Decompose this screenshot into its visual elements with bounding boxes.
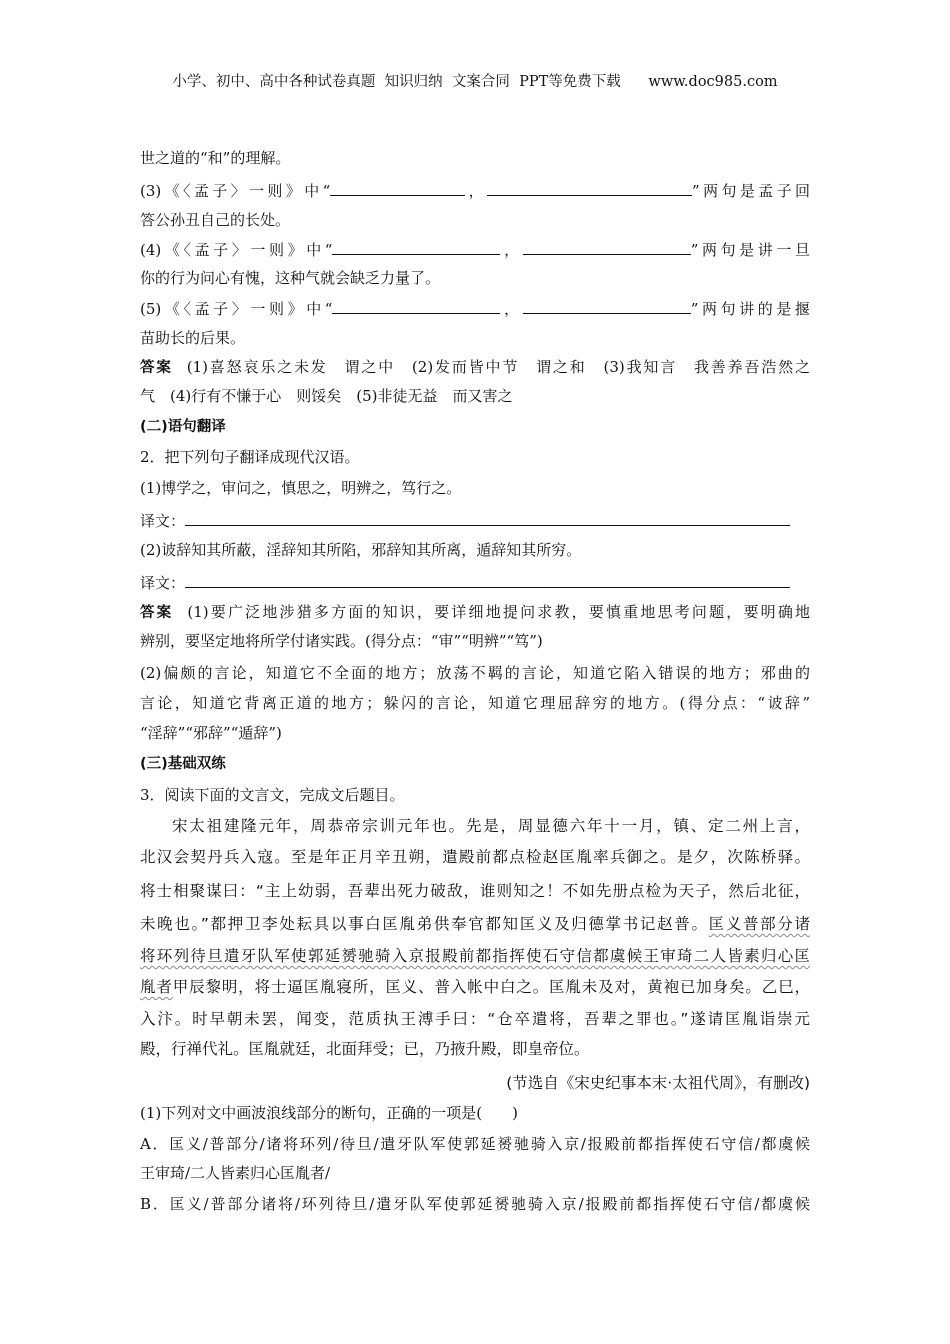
answer-1-text: (1)喜怒哀乐之未发 谓之中 (2)发而皆中节 谓之和 (3)我知言 我善养吾浩然之: [186, 358, 811, 376]
option-a-line-1[interactable]: A．匡义/普部分/诸将环列/待旦/遣牙队军使郭延赟驰骑入京/报殿前都指挥使石守信/都虞候: [140, 1135, 810, 1153]
translation-2-row: [140, 572, 810, 593]
q5-suffix: ”两句讲的是揠: [690, 300, 810, 318]
subquestion-1: (1)下列对文中画波浪线部分的断句，正确的一项是( ): [140, 1104, 518, 1122]
option-b-line-1[interactable]: B．匡义/普部分诸将/环列待旦/遣牙队军使郭延赟驰骑入京/报殿前都指挥使石守信/都虞候: [140, 1195, 810, 1213]
q4-sep: ，: [500, 241, 523, 259]
page-header: 小学、初中、高中各种试卷真题 知识归纳 文案合同 PPT等免费下载 www.doc985.com: [172, 74, 778, 90]
answer-2-text: (1)要广泛地涉猎多方面的知识，要详细地提问求教，要慎重地思考问题，要明确地: [187, 603, 810, 621]
q5-blank-2[interactable]: [523, 298, 691, 314]
answer-1-line-1: [140, 357, 810, 378]
answer-label: 答案: [140, 360, 173, 376]
passage-line-2: 北汉会契丹兵入寇。至是年正月辛丑朔，遣殿前都点检赵匡胤率兵御之。是夕，次陈桥驿。: [140, 848, 810, 866]
passage-line-1: 宋太祖建隆元年，周恭帝宗训元年也。先是，周显德六年十一月，镇、定二州上言，: [172, 817, 810, 835]
answer-2-line-4: 言论，知道它背离正道的地方；躲闪的言论，知道它理屈辞穷的地方。(得分点：“诐辞”: [140, 694, 810, 712]
q3-blank-1[interactable]: [330, 180, 465, 196]
answer-2-line-2: 辨别，要坚定地将所学付诸实践。(得分点：“审”“明辨”“笃”): [140, 632, 543, 650]
passage-line-5-wavy: 将环列待旦遣牙队军使郭延赟驰骑入京报殿前都指挥使石守信都虞候王审琦二人皆素归心匡: [140, 947, 810, 965]
q5-blank-1[interactable]: [332, 298, 500, 314]
q4-prefix: (4)《〈孟子〉一则》中“: [140, 241, 333, 259]
answer-label: 答案: [140, 605, 174, 621]
answer-1-line-2: 气 (4)行有不慊于心 则馁矣 (5)非徒无益 而又害之: [140, 387, 513, 405]
q4-suffix: ”两句是讲一旦: [690, 241, 810, 259]
question-4-fill: [140, 239, 810, 260]
q5-prefix: (5)《〈孟子〉一则》中“: [140, 300, 333, 318]
q1-continuation: 世之道的“和”的理解。: [140, 149, 291, 167]
passage-line-7: 入汴。时早朝未罢，闻变，范质执王溥手曰：“仓卒遣将，吾辈之罪也。”遂请匡胤诣崇元: [140, 1010, 810, 1028]
answer-2-line-1: [140, 602, 810, 623]
answer-2-line-5: “淫辞”“邪辞”“遁辞”): [140, 724, 282, 742]
q3-suffix: ”两句是孟子回: [692, 182, 810, 200]
answer-2-line-3: (2)偏颇的言论，知道它不全面的地方；放荡不羁的言论，知道它陷入错误的地方；邪曲的: [140, 664, 810, 682]
q5-sep: ，: [500, 300, 523, 318]
translation-2-input[interactable]: [185, 572, 790, 588]
passage-line-6: [140, 977, 810, 997]
q3-blank-2[interactable]: [487, 180, 692, 196]
passage-line-4: [140, 914, 810, 934]
translation-label: 译文：: [140, 512, 186, 530]
q3-continuation: 答公孙丑自己的长处。: [140, 211, 291, 229]
question-3-fill: [140, 180, 810, 201]
q3-prefix: (3)《〈孟子〉一则》中“: [140, 182, 331, 200]
q4-blank-2[interactable]: [523, 239, 691, 255]
question-5-fill: [140, 298, 810, 319]
q3-sep: ，: [465, 182, 488, 200]
option-a-line-2[interactable]: 王审琦/二人皆素归心匡胤者/: [140, 1164, 331, 1182]
section-heading-3: (三)基础双练: [140, 756, 226, 772]
passage-line-8: 殿，行禅代礼。匡胤就廷，北面拜受；已，乃掖升殿，即皇帝位。: [140, 1040, 590, 1058]
translation-1-row: [140, 510, 810, 531]
passage-source: (节选自《宋史纪事本末·太祖代周》，有删改): [506, 1074, 810, 1092]
question-2-title: 2．把下列句子翻译成现代汉语。: [140, 448, 360, 466]
translation-1-input[interactable]: [185, 510, 790, 526]
section-heading-2: (二)语句翻译: [140, 419, 226, 435]
wavy-underlined-text: 胤者: [140, 978, 173, 996]
passage-text: 甲辰黎明，将士逼匡胤寝所，匡义、普入帐中白之。匡胤未及对，黄袍已加身矣。乙巳，: [172, 978, 810, 996]
question-2-sentence-1: (1)博学之，审问之，慎思之，明辨之，笃行之。: [140, 479, 462, 497]
question-2-sentence-2: (2)诐辞知其所蔽，淫辞知其所陷，邪辞知其所离，遁辞知其所穷。: [140, 541, 582, 559]
q4-blank-1[interactable]: [332, 239, 500, 255]
q4-continuation: 你的行为问心有愧，这种气就会缺乏力量了。: [140, 269, 441, 287]
translation-label: 译文：: [140, 574, 186, 592]
passage-line-3: 将士相聚谋曰：“主上幼弱，吾辈出死力破敌，谁则知之！不如先册点检为天子，然后北征，: [140, 882, 810, 900]
question-3-title: 3．阅读下面的文言文，完成文后题目。: [140, 786, 405, 804]
q5-continuation: 苗助长的后果。: [140, 329, 246, 347]
wavy-underlined-text: 匡义普部分诸: [708, 915, 810, 933]
passage-text: 未晚也。”都押卫李处耘具以事白匡胤弟供奉官都知匡义及归德掌书记赵普。: [140, 915, 709, 933]
